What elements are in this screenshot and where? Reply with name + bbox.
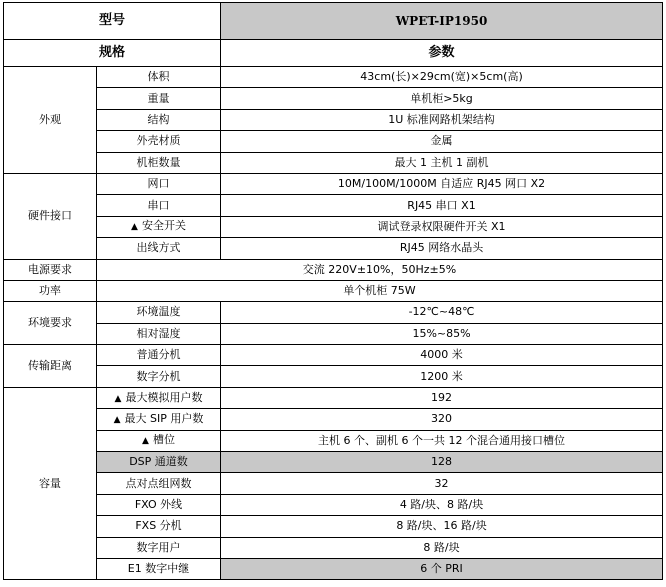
- row-value: 15%~85%: [221, 323, 663, 344]
- table-row: [4, 452, 663, 473]
- table-row: [4, 516, 663, 537]
- row-value: -12℃~48℃: [221, 302, 663, 323]
- row-label: 体积: [97, 67, 221, 88]
- table-row: [4, 131, 663, 152]
- row-value: RJ45 串口 X1: [221, 195, 663, 216]
- row-label: 数字用户: [97, 537, 221, 558]
- group-environment: 环境要求: [4, 302, 97, 345]
- row-label-text: 最大模拟用户数: [125, 390, 203, 404]
- table-row: [4, 195, 663, 216]
- row-label: 重量: [97, 88, 221, 109]
- row-value: 单机柜>5kg: [221, 88, 663, 109]
- table-row: [4, 345, 663, 366]
- group-distance: 传输距离: [4, 345, 97, 388]
- table-row: [4, 238, 663, 259]
- row-value: 金属: [221, 131, 663, 152]
- group-appearance: 外观: [4, 67, 97, 174]
- row-label: DSP 通道数: [97, 452, 221, 473]
- row-value: 10M/100M/1000M 自适应 RJ45 网口 X2: [221, 173, 663, 194]
- table-row: [4, 409, 663, 430]
- row-value: 128: [221, 452, 663, 473]
- model-row: [4, 3, 663, 40]
- table-row: [4, 430, 663, 451]
- table-row: [4, 302, 663, 323]
- group-wattage: 功率: [4, 280, 97, 301]
- row-label: 结构: [97, 109, 221, 130]
- triangle-icon: ▲: [142, 436, 149, 447]
- table-row: [4, 67, 663, 88]
- model-label: 型号: [4, 3, 221, 40]
- row-label: 数字分机: [97, 366, 221, 387]
- table-row: [4, 109, 663, 130]
- group-hardware: 硬件接口: [4, 173, 97, 259]
- row-label: FXS 分机: [97, 516, 221, 537]
- row-value: 8 路/块、16 路/块: [221, 516, 663, 537]
- table-row: [4, 494, 663, 515]
- table-row: [4, 152, 663, 173]
- row-value: 单个机柜 75W: [97, 280, 663, 301]
- table-row: [4, 323, 663, 344]
- table-row: [4, 216, 663, 237]
- row-label: 环境温度: [97, 302, 221, 323]
- row-value: 1U 标准网路机架结构: [221, 109, 663, 130]
- table-row: [4, 366, 663, 387]
- triangle-icon: ▲: [113, 414, 121, 425]
- row-label: 出线方式: [97, 238, 221, 259]
- row-label: 普通分机: [97, 345, 221, 366]
- table-row: [4, 387, 663, 408]
- row-label: [97, 430, 221, 451]
- group-power: 电源要求: [4, 259, 97, 280]
- row-label: [97, 216, 221, 237]
- table-row: [4, 473, 663, 494]
- spec-table: [3, 2, 663, 580]
- param-label: 参数: [221, 40, 663, 67]
- row-value: 8 路/块: [221, 537, 663, 558]
- group-capacity: 容量: [4, 387, 97, 580]
- row-label: [97, 387, 221, 408]
- table-row: [4, 280, 663, 301]
- row-value: 192: [221, 387, 663, 408]
- table-row: [4, 173, 663, 194]
- row-label-text: 安全开关: [141, 219, 186, 233]
- row-label: [97, 409, 221, 430]
- row-label: 相对湿度: [97, 323, 221, 344]
- row-label: 网口: [97, 173, 221, 194]
- row-label: 串口: [97, 195, 221, 216]
- triangle-icon: ▲: [131, 222, 138, 233]
- row-label: E1 数字中继: [97, 558, 221, 579]
- row-value: RJ45 网络水晶头: [221, 238, 663, 259]
- model-value: WPET-IP1950: [221, 3, 663, 40]
- row-value: 32: [221, 473, 663, 494]
- row-value: 主机 6 个、副机 6 个一共 12 个混合通用接口槽位: [221, 430, 663, 451]
- table-row: [4, 558, 663, 579]
- spec-label: 规格: [4, 40, 221, 67]
- table-row: [4, 537, 663, 558]
- subheader-row: [4, 40, 663, 67]
- table-row: [4, 259, 663, 280]
- triangle-icon: ▲: [114, 393, 122, 404]
- row-label: 点对点组网数: [97, 473, 221, 494]
- row-value: 1200 米: [221, 366, 663, 387]
- row-value: 交流 220V±10%，50Hz±5%: [97, 259, 663, 280]
- row-label: FXO 外线: [97, 494, 221, 515]
- row-value: 最大 1 主机 1 副机: [221, 152, 663, 173]
- row-value: 调试登录权限硬件开关 X1: [221, 216, 663, 237]
- row-value: 4000 米: [221, 345, 663, 366]
- table-row: [4, 88, 663, 109]
- row-label-text: 最大 SIP 用户数: [124, 411, 204, 425]
- row-value: 6 个 PRI: [221, 558, 663, 579]
- row-value: 43cm(长)×29cm(宽)×5cm(高): [221, 67, 663, 88]
- row-value: 4 路/块、8 路/块: [221, 494, 663, 515]
- row-value: 320: [221, 409, 663, 430]
- row-label: 外壳材质: [97, 131, 221, 152]
- row-label-text: 槽位: [152, 433, 175, 447]
- row-label: 机柜数量: [97, 152, 221, 173]
